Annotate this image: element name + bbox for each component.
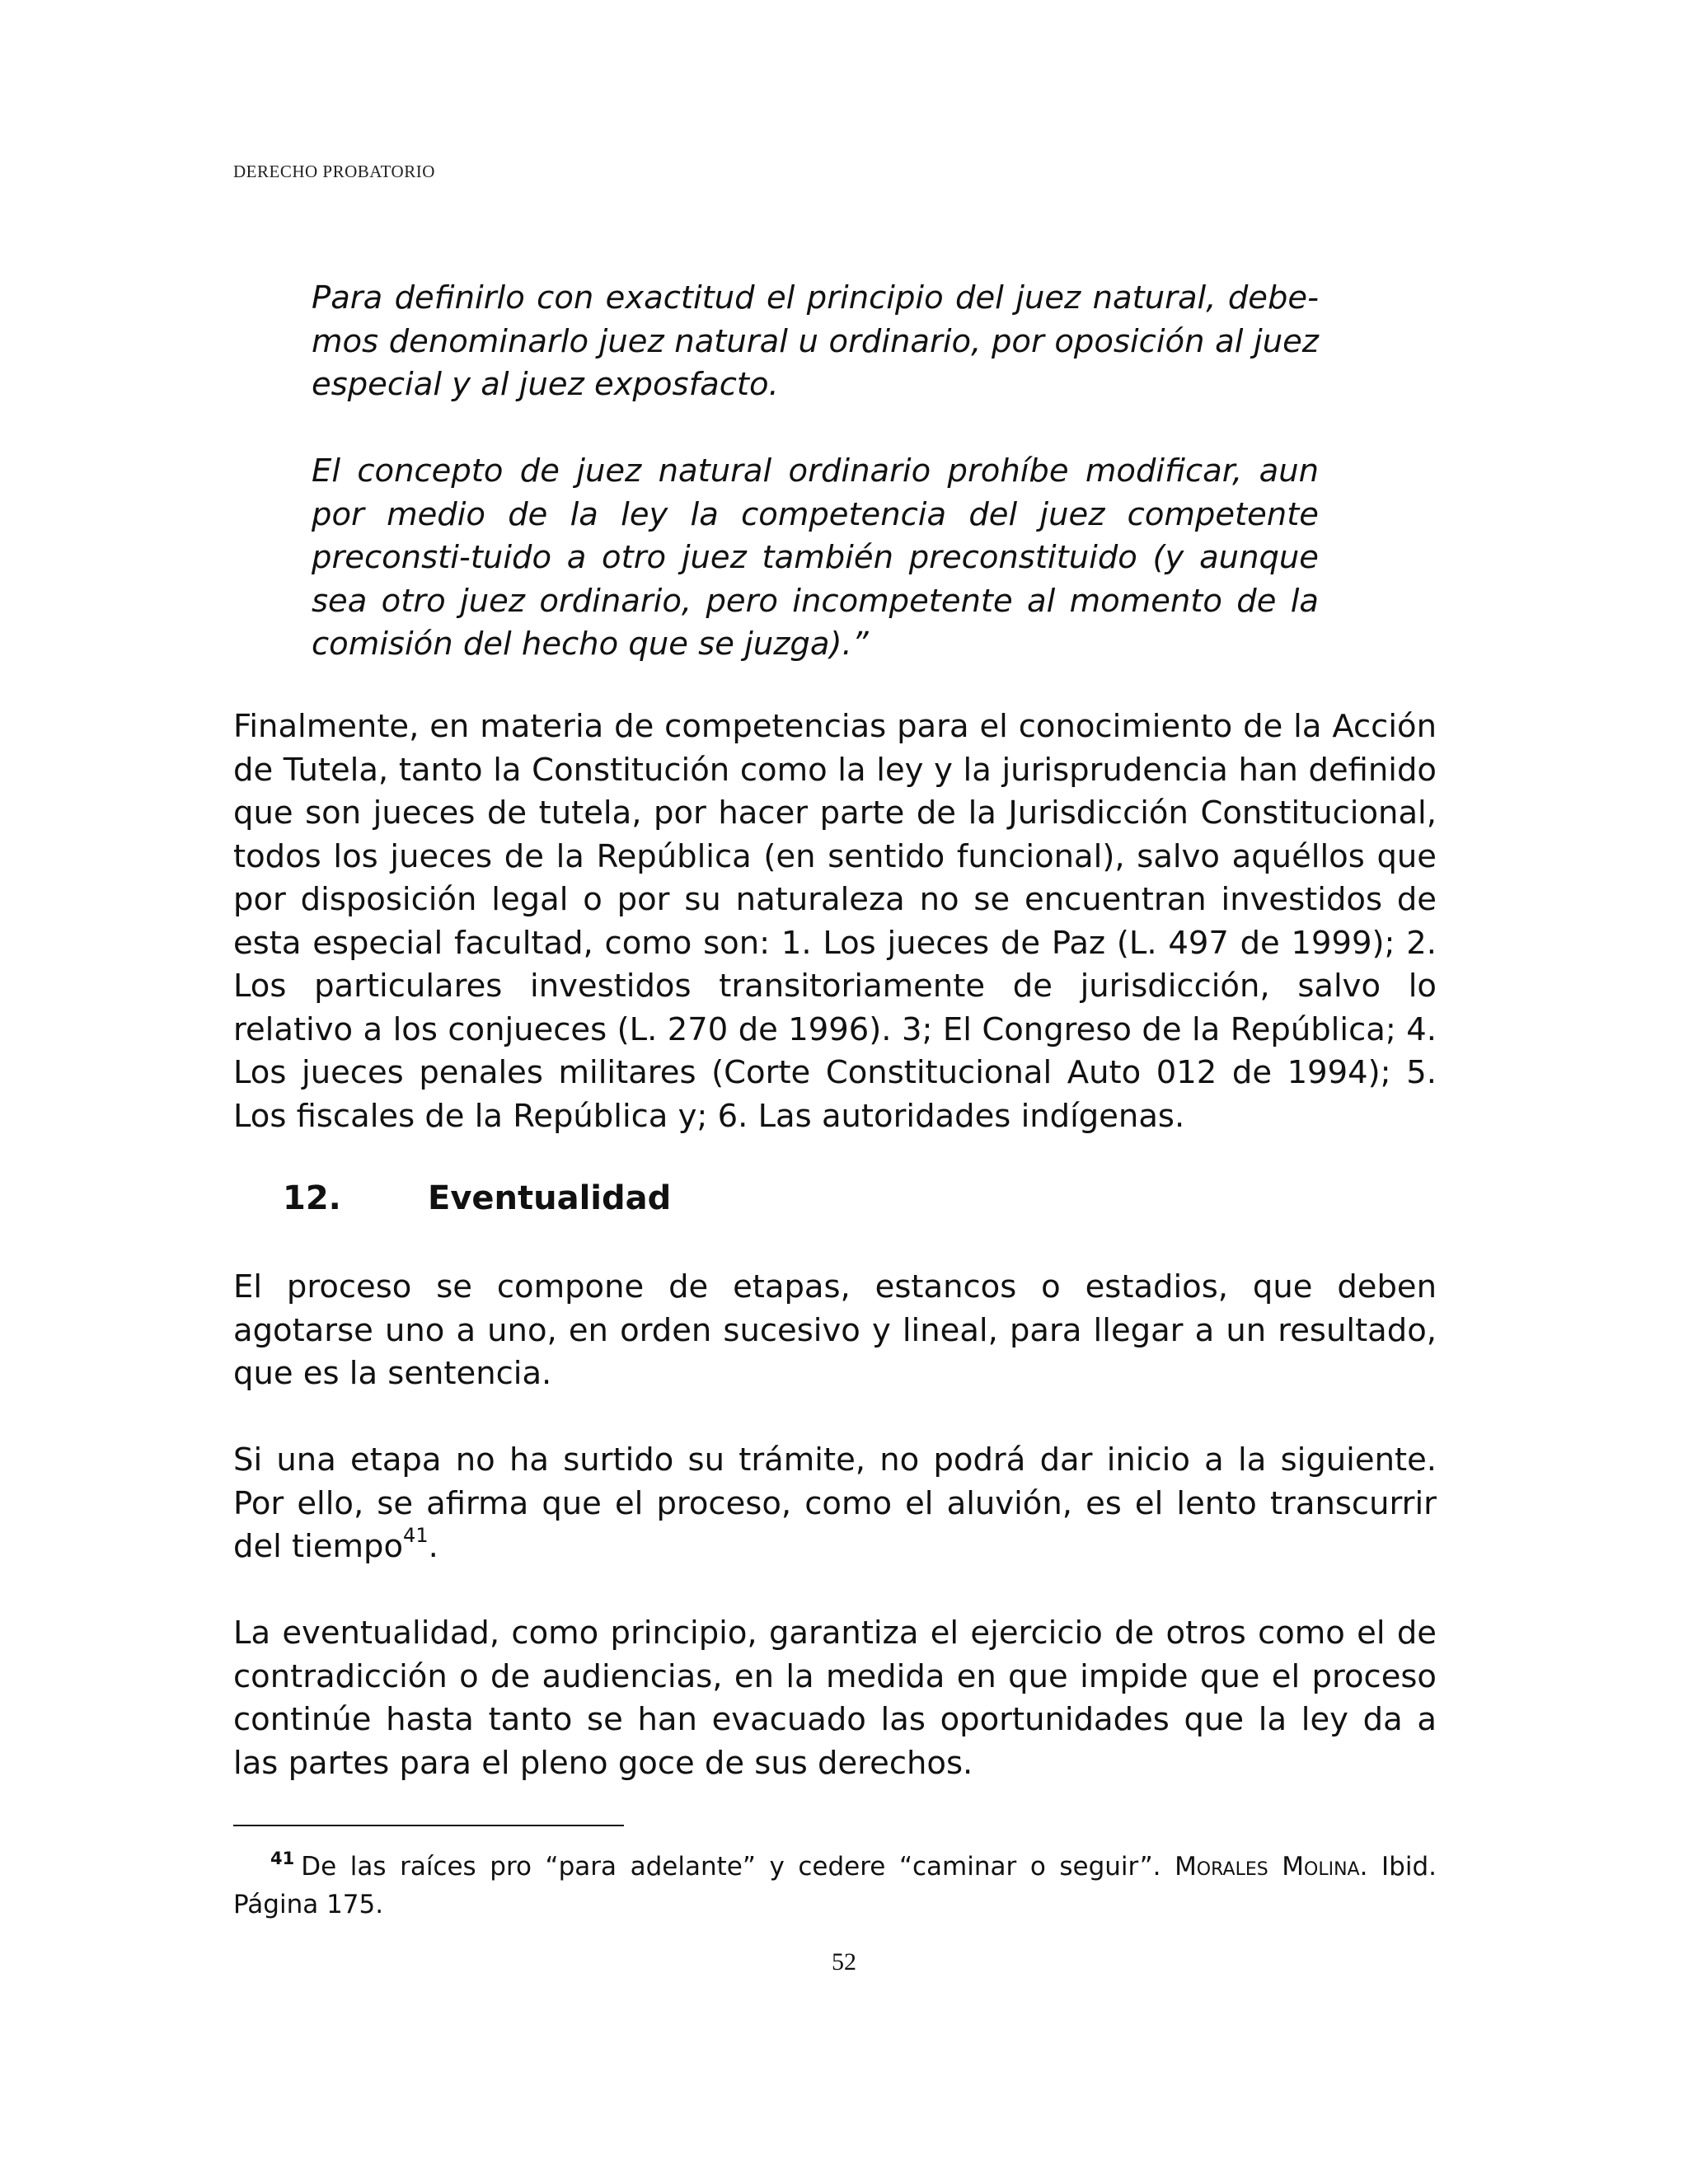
footnote-author: Morales Molina (1175, 1852, 1360, 1882)
body-paragraph-3-end: . (428, 1528, 438, 1565)
page-number: 52 (832, 1948, 856, 1975)
section-title: Eventualidad (428, 1179, 672, 1217)
footnote-text-end: . Ibid. Página 175. (233, 1852, 1437, 1919)
footnote (233, 1840, 1437, 1924)
footnote-mark: 41 (270, 1849, 295, 1868)
footnote-reference[interactable]: 41 (403, 1524, 429, 1547)
running-header: DERECHO PROBATORIO (233, 162, 435, 181)
body-paragraph-3 (233, 1439, 1437, 1569)
section-heading (283, 1177, 671, 1220)
section-number: 12. (283, 1179, 341, 1217)
body-paragraph-1: Finalmente, en materia de competencias para el conocimiento de la Acción de Tutela, tanto la Constitución como la ley y la jurisprudencia han definido que son jueces de tutela, por hacer parte de la Jurisdicción Constitucional, todos los jueces de la República (en sentido funcional), salvo aquéllos que por disposición legal o por su naturaleza no se encuentran investidos de esta especial facultad, como son: 1. Los jueces de Paz (L. 497 de 1999); 2. Los particulares investidos transitoriamente de jurisdicción, salvo lo relativo a los conjueces (L. 270 de 1996). 3; El Congreso de la República; 4. Los jueces penales militares (Corte Constitucional Auto 012 de 1994); 5. Los fiscales de la República y; 6. Las autoridades indígenas. (233, 708, 1437, 1135)
body-paragraph-2: El proceso se compone de etapas, estancos o estadios, que deben agotarse uno a uno, en orden sucesivo y lineal, para llegar a un resultado, que es la sentencia. (233, 1268, 1437, 1392)
body-paragraph-3-text: Si una etapa no ha surtido su trámite, no podrá dar inicio a la siguiente. Por ello, se afirma que el proceso, como el aluvión, es el lento transcurrir del tiempo (233, 1441, 1437, 1565)
quote-paragraph-2: El concepto de juez natural ordinario prohíbe modificar, aun por medio de la ley la competencia del juez competente preconsti-tuido a otro juez también preconstituido (y aunque sea otro juez ordinario, pero incompetente al momento de la comisión del hecho que se juzga).” (312, 452, 1319, 663)
footnote-text-start: De las raíces pro “para adelante” y cedere “caminar o seguir”. (301, 1852, 1175, 1882)
footnote-separator (233, 1825, 624, 1826)
quote-paragraph-1: Para definirlo con exactitud el principio del juez natural, debe-mos denominarlo juez natural u ordinario, por oposición al juez especial y al juez exposfacto. (312, 279, 1319, 403)
body-paragraph-4: La eventualidad, como principio, garantiza el ejercicio de otros como el de contradicción o de audiencias, en la medida en que impide que el proceso continúe hasta tanto se han evacuado las oportunidades que la ley da a las partes para el pleno goce de sus derechos. (233, 1615, 1437, 1782)
